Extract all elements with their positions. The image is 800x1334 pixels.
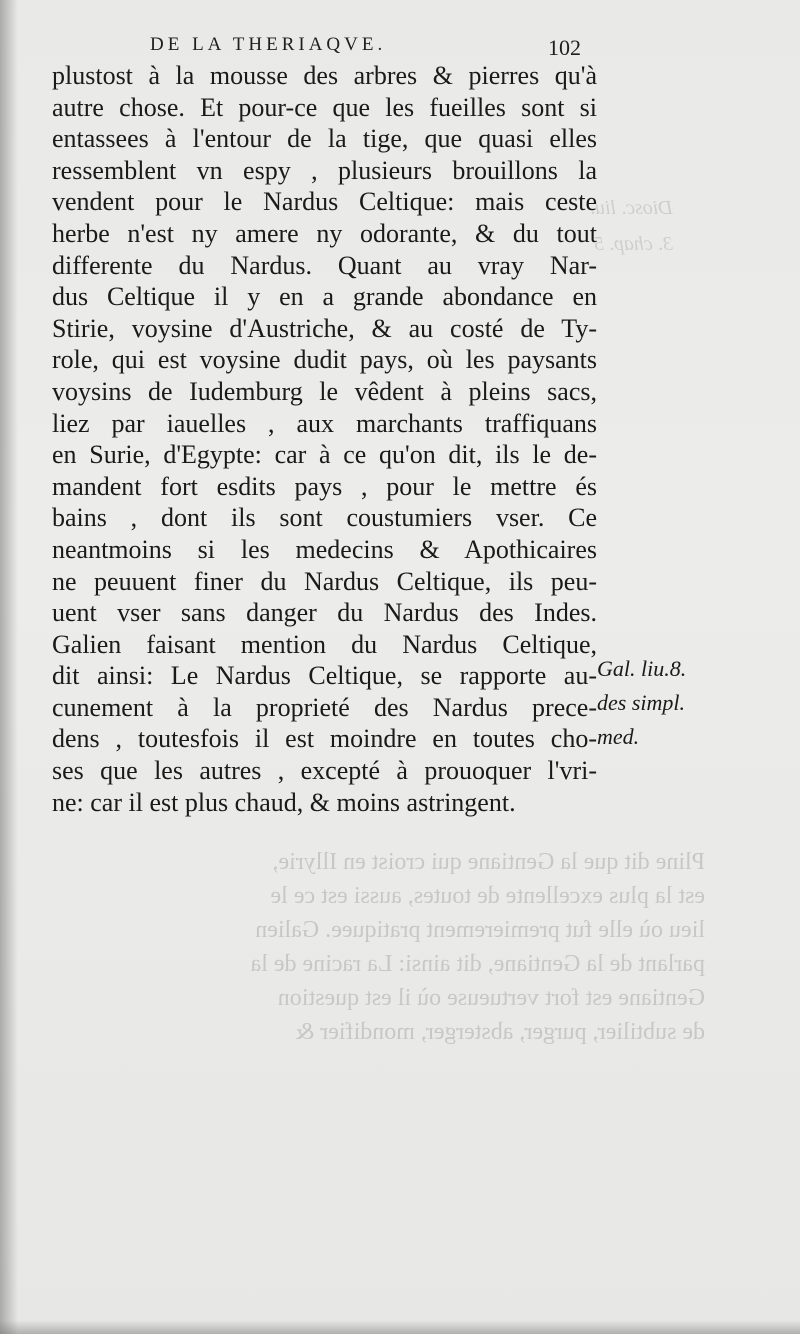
binding-shadow [0, 0, 18, 1334]
margin-note-line: des simpl. [597, 690, 685, 715]
text-line: Stirie, voysine d'Austriche, & au costé de Ty- [52, 313, 597, 343]
text-line: ne peuuent finer du Nardus Celtique, ils peu- [52, 566, 597, 596]
body-paragraph [52, 60, 597, 818]
text-line: ressemblent vn espy , plusieurs brouillons la [52, 155, 597, 185]
text-line: plustost à la mousse des arbres & pierres qu'à [52, 61, 597, 90]
text-line: voysins de Iudemburg le vêdent à pleins sacs, [52, 376, 597, 406]
text-line: vendent pour le Nardus Celtique: mais ceste [52, 187, 597, 217]
text-line: Galien faisant mention du Nardus Celtique, [52, 629, 597, 659]
bleed-through-text: Pline dit que la Gentiane qui croist en Illyrie, est la plus excellente de toutes, aussi est ce le lieu où elle fut premierement pratiquee. Galien parlant de la Gentiane, dit ainsi: La racine de la Gentiane est fort vertueuse où il est question de subtilier, purger, absterger, mondifier & [250, 849, 705, 1045]
text-line: differente du Nardus. Quant au vray Nar- [52, 250, 597, 280]
running-head: DE LA THERIAQVE. [150, 34, 387, 55]
text-line: liez par iauelles , aux marchants traffiquans [52, 408, 597, 438]
text-line: entassees à l'entour de la tige, que quasi elles [52, 124, 597, 154]
text-line: role, qui est voysine dudit pays, où les paysants [52, 345, 597, 375]
text-line: dus Celtique il y en a grande abondance en [52, 282, 597, 312]
margin-note-line: Gal. liu.8. [597, 656, 687, 681]
margin-note-line: med. [597, 724, 640, 749]
text-line: autre chose. Et pour-ce que les fueilles sont si [52, 92, 597, 122]
text-line: herbe n'est ny amere ny odorante, & du tout [52, 218, 597, 248]
text-line: ses que les autres , excepté à prouoquer l'vri- [52, 756, 597, 786]
page-edge-shadow [0, 1320, 800, 1334]
text-line: bains , dont ils sont coustumiers vser. Ce [52, 503, 597, 533]
margin-note [597, 652, 797, 754]
text-line: neantmoins si les medecins & Apothicaires [52, 534, 597, 564]
page-number: 102 [548, 35, 581, 60]
text-line: uent vser sans danger du Nardus des Indes. [52, 598, 597, 628]
text-line: en Surie, d'Egypte: car à ce qu'on dit, ils le de- [52, 440, 597, 470]
bleed-through-margin-text: Diosc. liu. 3. chap. 5 [590, 197, 673, 255]
text-line: mandent fort esdits pays , pour le mettre és [52, 471, 597, 501]
text-line: dens , toutesfois il est moindre en toutes cho- [52, 724, 597, 754]
text-line: ne: car il est plus chaud, & moins astringent. [52, 787, 516, 817]
text-line: cunement à la proprieté des Nardus prece- [52, 692, 597, 722]
text-line: dit ainsi: Le Nardus Celtique, se rapporte au- [52, 661, 597, 691]
